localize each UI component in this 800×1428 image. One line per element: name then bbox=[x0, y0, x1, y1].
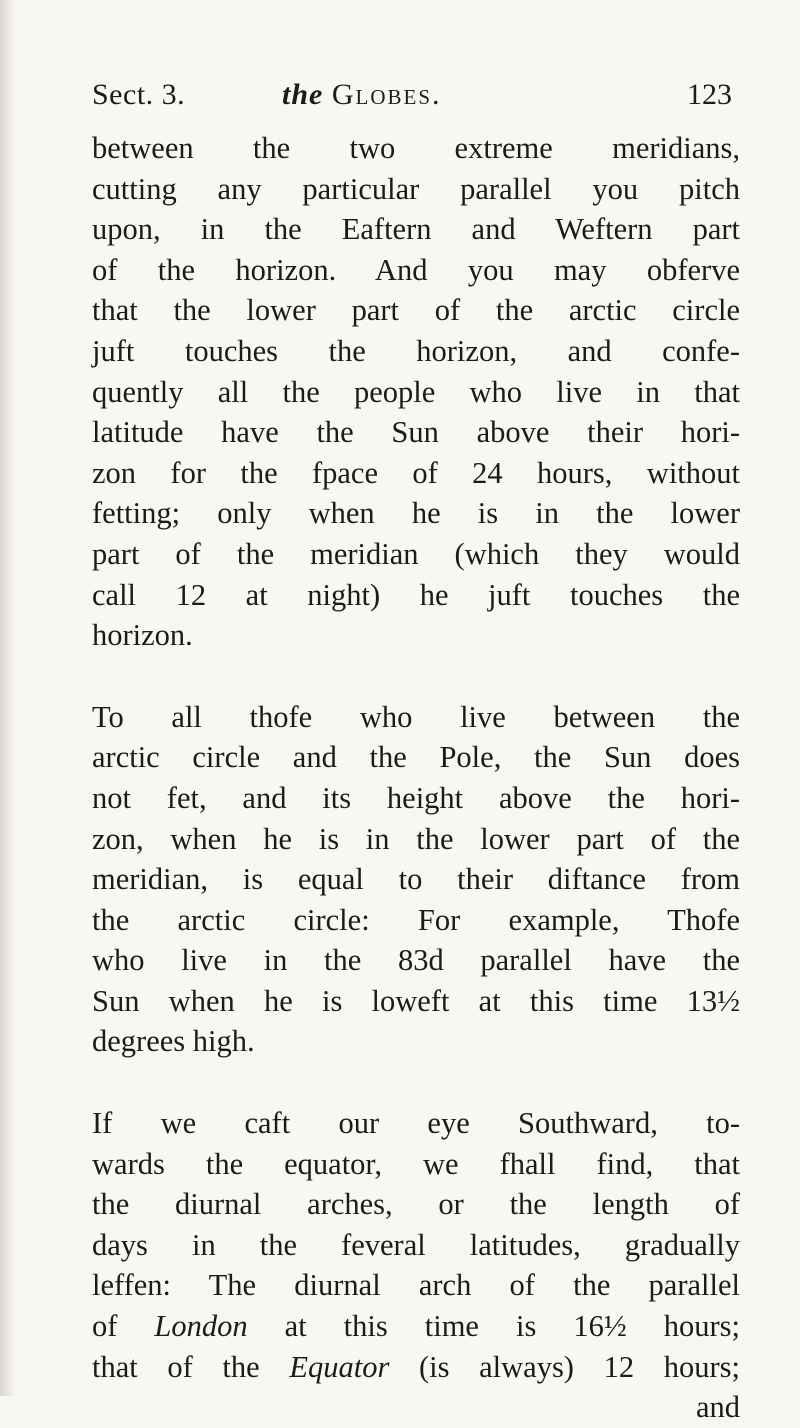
text-line: the arctic circle: For example, Thofe bbox=[92, 902, 740, 937]
text-line: Sun when he is loweft at this time 13½ bbox=[92, 983, 740, 1018]
text-line: leffen: The diurnal arch of the parallel bbox=[92, 1268, 740, 1303]
catchword: and bbox=[695, 1390, 740, 1425]
text-line: who live in the 83d parallel have the bbox=[92, 943, 740, 978]
text-fragment: of bbox=[92, 1309, 155, 1344]
text-line: horizon. bbox=[92, 618, 193, 653]
paragraph-spacer bbox=[92, 656, 740, 697]
text-line: cutting any particular parallel you pitch bbox=[92, 171, 740, 206]
text-line: arctic circle and the Pole, the Sun does bbox=[92, 740, 740, 775]
paragraph-1 bbox=[92, 128, 740, 656]
text-line: To all thofe who live between the bbox=[92, 699, 740, 734]
text-line: quently all the people who live in that bbox=[92, 374, 740, 409]
gutter-shadow bbox=[0, 0, 14, 1396]
text-line: zon for the fpace of 24 hours, without bbox=[92, 455, 740, 490]
text-line: juft touches the horizon, and confe- bbox=[92, 333, 740, 368]
text-line: between the two extreme meridians, bbox=[92, 131, 740, 165]
text-line: of the horizon. And you may obferve bbox=[92, 252, 740, 287]
text-line: wards the equator, we fhall find, that bbox=[92, 1146, 740, 1181]
section-label: Sect. 3. bbox=[92, 78, 186, 111]
running-title-italic: the bbox=[282, 78, 324, 111]
text-line-equator bbox=[92, 1347, 740, 1388]
text-fragment: that of the bbox=[92, 1349, 290, 1384]
running-title-caps: Globes. bbox=[331, 78, 442, 111]
text-line: upon, in the Eaftern and Weftern part bbox=[92, 212, 740, 247]
text-line: the diurnal arches, or the length of bbox=[92, 1187, 740, 1222]
text-line: days in the feveral latitudes, gradually bbox=[92, 1227, 740, 1262]
text-line: call 12 at night) he juft touches the bbox=[92, 577, 740, 612]
text-line: part of the meridian (which they would bbox=[92, 536, 740, 571]
place-name-london: London bbox=[154, 1309, 248, 1344]
text-fragment: at this time is 16½ hours; bbox=[247, 1309, 740, 1344]
text-line: zon, when he is in the lower part of the bbox=[92, 821, 740, 856]
text-line: fetting; only when he is in the lower bbox=[92, 496, 740, 531]
text-line: If we caft our eye Southward, to- bbox=[92, 1106, 740, 1141]
text-line: latitude have the Sun above their hori- bbox=[92, 415, 740, 450]
text-line: meridian, is equal to their diftance from bbox=[92, 862, 740, 897]
page-number: 123 bbox=[687, 78, 732, 111]
place-name-equator: Equator bbox=[289, 1349, 390, 1384]
text-line-london bbox=[92, 1306, 740, 1347]
text-line: degrees high. bbox=[92, 1024, 255, 1059]
text-fragment: (is always) 12 hours; bbox=[389, 1349, 741, 1384]
paragraph-spacer bbox=[92, 1062, 740, 1103]
paragraph-3 bbox=[92, 1103, 740, 1428]
text-line: that the lower part of the arctic circle bbox=[92, 293, 740, 328]
paragraph-2 bbox=[92, 697, 740, 1062]
running-title bbox=[282, 78, 442, 112]
running-head bbox=[92, 78, 732, 118]
text-line: not fet, and its height above the hori- bbox=[92, 780, 740, 815]
body-text bbox=[92, 128, 740, 1428]
